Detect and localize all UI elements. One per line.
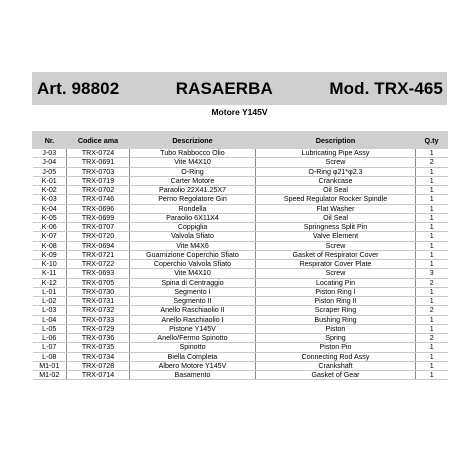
part-number: J-04 [33,158,67,167]
table-row [33,250,448,259]
document-header [32,72,447,105]
part-number: L-05 [33,324,67,333]
engine-subtitle: Motore Y145V [211,107,268,117]
part-code: TRX-0703 [67,167,130,176]
parts-table [32,131,448,380]
description-it: Vite M4X10 [130,158,256,167]
quantity: 1 [416,232,448,241]
description-it: Rondella [130,204,256,213]
parts-table-body [33,149,448,380]
quantity: 2 [416,334,448,343]
quantity: 1 [416,287,448,296]
part-number: K-02 [33,186,67,195]
description-it: Pistone Y145V [130,324,256,333]
table-row [33,241,448,250]
quantity: 1 [416,186,448,195]
description-en: Flat Washer [256,204,416,213]
description-en: Spring [256,334,416,343]
description-it: Guarnizione Coperchio Sfiato [130,250,256,259]
description-it: Perno Regolatore Giri [130,195,256,204]
page-bottom-fade [0,436,452,452]
part-code: TRX-0720 [67,232,130,241]
description-it: Coperchio Valvola Sfiato [130,260,256,269]
part-number: K-03 [33,195,67,204]
description-en: Oil Seal [256,186,416,195]
quantity: 1 [416,241,448,250]
part-code: TRX-0731 [67,297,130,306]
description-it: Basamento [130,371,256,380]
description-it: Spina di Centraggio [130,278,256,287]
column-header-description-en: Description [256,132,416,149]
quantity: 1 [416,315,448,324]
description-it: Paraolio 6X11X4 [130,213,256,222]
column-header-code: Codice ama [67,132,130,149]
quantity: 3 [416,269,448,278]
table-row [33,232,448,241]
part-code: TRX-0730 [67,287,130,296]
column-header-nr: Nr. [33,132,67,149]
part-number: K-09 [33,250,67,259]
description-en: Oil Seal [256,213,416,222]
part-code: TRX-0696 [67,204,130,213]
part-code: TRX-0722 [67,260,130,269]
description-it: Albero Motore Y145V [130,361,256,370]
part-code: TRX-0691 [67,158,130,167]
part-number: L-01 [33,287,67,296]
description-it: Anello/Fermo Spinotto [130,334,256,343]
description-en: Piston Ring II [256,297,416,306]
description-en: Crankshaft [256,361,416,370]
quantity: 1 [416,250,448,259]
description-it: Valvola Sfiato [130,232,256,241]
table-row [33,269,448,278]
description-it: Anello Raschiaolio I [130,315,256,324]
table-row [33,176,448,185]
model-number: Mod. TRX-465 [329,78,443,98]
description-it: Biella Completa [130,352,256,361]
part-number: J-03 [33,149,67,158]
table-row [33,204,448,213]
part-number: K-06 [33,223,67,232]
description-en: Scraper Ring [256,306,416,315]
part-number: K-12 [33,278,67,287]
part-code: TRX-0721 [67,250,130,259]
table-row [33,278,448,287]
part-number: L-04 [33,315,67,324]
part-number: J-05 [33,167,67,176]
table-header-row [33,132,448,149]
description-it: Tubo Rabbocco Olio [130,149,256,158]
part-number: K-05 [33,213,67,222]
table-row [33,149,448,158]
table-row [33,324,448,333]
description-en: Lubricating Pipe Assy [256,149,416,158]
description-en: Gasket of Respirator Cover [256,250,416,259]
description-en: Piston Ring I [256,287,416,296]
description-en: O-Ring φ21*φ2.3 [256,167,416,176]
description-it: Segmento I [130,287,256,296]
table-row [33,306,448,315]
quantity: 1 [416,343,448,352]
part-number: L-08 [33,352,67,361]
part-code: TRX-0714 [67,371,130,380]
part-number: L-03 [33,306,67,315]
quantity: 1 [416,149,448,158]
quantity: 1 [416,204,448,213]
table-row [33,158,448,167]
column-header-description-it: Descrizione [130,132,256,149]
quantity: 2 [416,158,448,167]
part-code: TRX-0694 [67,241,130,250]
part-code: TRX-0693 [67,269,130,278]
part-number: K-01 [33,176,67,185]
part-number: M1-01 [33,361,67,370]
table-row [33,287,448,296]
part-number: L-02 [33,297,67,306]
quantity: 2 [416,278,448,287]
table-row [33,352,448,361]
table-row [33,361,448,370]
part-number: K-10 [33,260,67,269]
table-row [33,167,448,176]
part-number: K-08 [33,241,67,250]
quantity: 2 [416,306,448,315]
description-en: Screw [256,241,416,250]
quantity: 1 [416,167,448,176]
part-number: K-11 [33,269,67,278]
table-row [33,195,448,204]
description-it: Segmento II [130,297,256,306]
description-en: Piston [256,324,416,333]
article-number: Art. 98802 [37,78,120,98]
description-en: Speed Regulator Rocker Spindle [256,195,416,204]
description-it: Vite M4X10 [130,269,256,278]
part-code: TRX-0734 [67,352,130,361]
part-code: TRX-0746 [67,195,130,204]
description-en: Gasket of Gear [256,371,416,380]
description-it: Spinotto [130,343,256,352]
quantity: 1 [416,213,448,222]
part-code: TRX-0733 [67,315,130,324]
table-row [33,343,448,352]
quantity: 1 [416,324,448,333]
part-code: TRX-0724 [67,149,130,158]
part-number: L-07 [33,343,67,352]
description-it: Coppiglia [130,223,256,232]
part-code: TRX-0732 [67,306,130,315]
table-row [33,297,448,306]
description-it: Carter Motore [130,176,256,185]
quantity: 1 [416,195,448,204]
description-it: Anello Raschiaolio II [130,306,256,315]
product-title: RASAERBA [175,78,273,98]
description-en: Crankcase [256,176,416,185]
description-it: Paraolio 22X41.25X7 [130,186,256,195]
part-number: M1-02 [33,371,67,380]
table-row [33,186,448,195]
quantity: 1 [416,297,448,306]
part-number: K-07 [33,232,67,241]
table-row [33,334,448,343]
description-en: Piston Pin [256,343,416,352]
description-it: Vite M4X6 [130,241,256,250]
description-en: Connecting Rod Assy [256,352,416,361]
description-en: Springness Split Pin [256,223,416,232]
part-code: TRX-0702 [67,186,130,195]
description-en: Respirator Cover Plate [256,260,416,269]
part-code: TRX-0699 [67,213,130,222]
table-row [33,315,448,324]
part-code: TRX-0735 [67,343,130,352]
description-it: O-Ring [130,167,256,176]
quantity: 1 [416,361,448,370]
part-code: TRX-0707 [67,223,130,232]
description-en: Locating Pin [256,278,416,287]
description-en: Screw [256,269,416,278]
description-en: Valve Element [256,232,416,241]
quantity: 1 [416,223,448,232]
description-en: Screw [256,158,416,167]
part-number: L-06 [33,334,67,343]
quantity: 1 [416,176,448,185]
part-code: TRX-0728 [67,361,130,370]
quantity: 1 [416,371,448,380]
part-code: TRX-0719 [67,176,130,185]
part-number: K-04 [33,204,67,213]
part-code: TRX-0705 [67,278,130,287]
table-row [33,371,448,380]
quantity: 1 [416,352,448,361]
part-code: TRX-0729 [67,324,130,333]
table-row [33,213,448,222]
column-header-qty: Q.ty [416,132,448,149]
description-en: Bushing Ring [256,315,416,324]
table-row [33,223,448,232]
quantity: 1 [416,260,448,269]
table-row [33,260,448,269]
part-code: TRX-0736 [67,334,130,343]
